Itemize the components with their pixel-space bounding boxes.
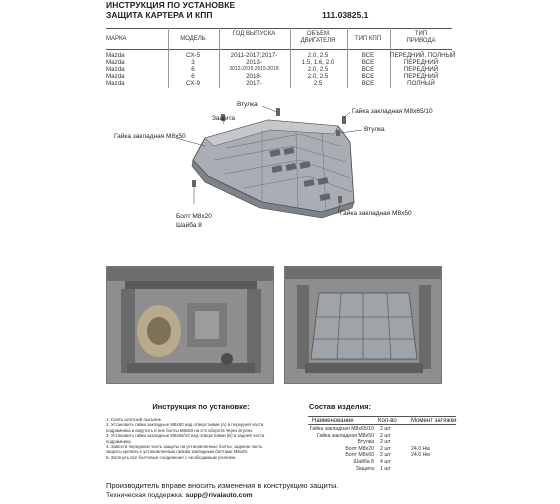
label-nut-m8x50-left: Гайка закладная М8х50 xyxy=(114,133,186,140)
photo-before-installation xyxy=(106,266,274,384)
exploded-assembly-diagram xyxy=(0,90,560,260)
year-cell: 2017- xyxy=(246,80,262,87)
drive-cell: ПОЛНЫЙ xyxy=(407,80,435,87)
drive-cell: ПЕРЕДНИЙ xyxy=(403,59,439,66)
instruction-step: 5. Затянуть все болтовые соединения с необходимым усилием. xyxy=(106,454,237,460)
kit-row xyxy=(308,466,456,473)
kit-title: Состав изделия: xyxy=(308,402,372,411)
instruction-step: 4. Завести переднюю часть защиты на установленные болты, заднюю часть xyxy=(106,444,263,450)
instruction-step: 2. Установить гайки закладные М8х50 над отверстиями (А) в передней части xyxy=(106,422,264,428)
engine-cell: 2.0, 2.5 xyxy=(307,73,329,80)
kit-row xyxy=(308,452,456,459)
header-drive: ТИП ПРИВОДА xyxy=(406,31,436,44)
instructions-title: Инструкция по установке: xyxy=(152,402,250,411)
instruction-step: 1. Снять штатный пыльник. xyxy=(106,417,162,422)
label-bushing-right: Втулка xyxy=(364,126,385,133)
kit-item-qty: 2 шт xyxy=(380,439,391,446)
kit-row xyxy=(308,439,456,446)
vehicle-spec-table xyxy=(106,28,456,88)
transmission-cell: ВСЕ xyxy=(361,73,375,80)
engine-cell: 2.5 xyxy=(313,80,323,87)
label-nut-m8x50-bottom: Гайка закладная М8х50 xyxy=(340,210,412,217)
label-bolt-m8x20: Болт М8х20 xyxy=(176,213,212,220)
column-year xyxy=(219,28,289,88)
column-drive xyxy=(390,28,456,88)
kit-item-qty: 4 шт xyxy=(380,459,391,465)
column-brand xyxy=(106,28,166,88)
kit-item-qty: 2 шт xyxy=(380,445,391,452)
installation-instructions xyxy=(106,402,296,460)
brand-cell: Mazda xyxy=(106,80,125,87)
model-cell: 3 xyxy=(191,59,195,66)
photo-after-installation xyxy=(284,266,442,384)
model-cell: 6 xyxy=(191,66,195,73)
header-transmission: ТИП КПП xyxy=(354,36,382,42)
year-cell: 2018- xyxy=(246,73,262,80)
transmission-cell: ВСЕ xyxy=(361,66,375,73)
kit-item-name: Болт М8х60 xyxy=(345,452,374,459)
kit-header-qty: Кол-во xyxy=(378,418,397,424)
transmission-cell: ВСЕ xyxy=(361,52,375,59)
label-nut-m8x65: Гайка закладная М8х65/10 xyxy=(352,108,433,115)
kit-item-qty: 2 шт xyxy=(380,452,391,459)
kit-item-torque: 24.0 Нм xyxy=(411,452,430,459)
engine-cell: 2.0, 2.5 xyxy=(307,66,329,73)
transmission-cell: ВСЕ xyxy=(361,59,375,66)
product-name: ЗАЩИТА КАРТЕРА И КПП xyxy=(106,10,213,20)
change-notice: Производитель вправе вносить изменения в конструкцию защиты. xyxy=(106,481,339,490)
kit-row xyxy=(308,446,456,453)
kit-row xyxy=(308,433,456,440)
header-brand: МАРКА xyxy=(106,36,127,42)
column-engine xyxy=(290,28,346,88)
drive-cell: ПЕРЕДНИЙ xyxy=(403,66,439,73)
header-engine: ОБЪЕМ ДВИГАТЕЛЯ xyxy=(300,31,336,44)
label-bushing-top: Втулка xyxy=(237,101,258,108)
kit-item-name: Защита xyxy=(355,465,374,472)
drive-cell: ПЕРЕДНИЙ, ПОЛНЫЙ xyxy=(390,52,456,59)
support-line xyxy=(106,492,253,499)
skid-plate xyxy=(192,120,354,218)
kit-item-name: Шайба 8 xyxy=(353,459,374,465)
instruction-step: 3. Установить гайки закладные М8х65/10 над отверстиями (Б) в задней части xyxy=(106,433,265,439)
column-model xyxy=(168,28,218,88)
year-cell: 2013- xyxy=(246,59,262,66)
brand-cell: Mazda xyxy=(106,59,125,66)
kit-row xyxy=(308,459,456,466)
kit-item-name: Втулка xyxy=(357,439,374,446)
model-cell: CX-9 xyxy=(185,80,201,87)
instruction-step: защиты крепить к установленным гайкам закладным болтами М8х20. xyxy=(106,449,249,455)
label-protection: Защита xyxy=(212,115,236,122)
engine-cell: 2.0, 2.5 xyxy=(307,52,329,59)
engine-cell: 1.5, 1.6, 2.0 xyxy=(301,59,335,66)
year-cell: 2012-2015;2015-2018 xyxy=(229,66,279,72)
brand-cell: Mazda xyxy=(106,52,125,59)
kit-item-name: Гайка закладная М8х65/10 xyxy=(309,426,374,432)
support-label: Техническая поддержка: xyxy=(106,492,184,499)
kit-item-name: Болт М8х20 xyxy=(345,445,374,452)
label-washer: Шайба 8 xyxy=(176,222,202,229)
part-number: 111.03825.1 xyxy=(322,10,369,20)
model-cell: CX-5 xyxy=(185,52,201,59)
transmission-cell: ВСЕ xyxy=(361,80,375,87)
kit-item-qty: 1 шт xyxy=(380,465,391,472)
kit-item-qty: 2 шт xyxy=(380,432,391,439)
kit-header-torque: Момент затяжки xyxy=(411,418,457,424)
instruction-step: подрамника. xyxy=(106,438,132,444)
support-email[interactable]: supp@rivalauto.com xyxy=(185,492,253,499)
brand-cell: Mazda xyxy=(106,66,125,73)
kit-item-torque: 24.0 Нм xyxy=(411,445,430,452)
kit-header-name: Наименование xyxy=(312,418,354,424)
model-cell: 6 xyxy=(191,73,195,80)
header-year: ГОД ВЫПУСКА xyxy=(232,31,276,37)
brand-cell: Mazda xyxy=(106,73,125,80)
kit-item-qty: 2 шт xyxy=(380,426,391,432)
column-transmission xyxy=(347,28,389,88)
kit-row xyxy=(308,426,456,433)
header-model: МОДЕЛЬ xyxy=(180,36,206,42)
instruction-step: подрамника и вкрутить в них болты М8х60 на 2-3 оборота через втулки. xyxy=(106,427,254,433)
document-title: ИНСТРУКЦИЯ ПО УСТАНОВКЕ xyxy=(106,0,236,10)
drive-cell: ПЕРЕДНИЙ xyxy=(403,73,439,80)
kit-item-name: Гайка закладная М8х50 xyxy=(316,432,374,439)
year-cell: 2011-2017;2017- xyxy=(230,52,278,59)
kit-table-header xyxy=(308,416,456,425)
